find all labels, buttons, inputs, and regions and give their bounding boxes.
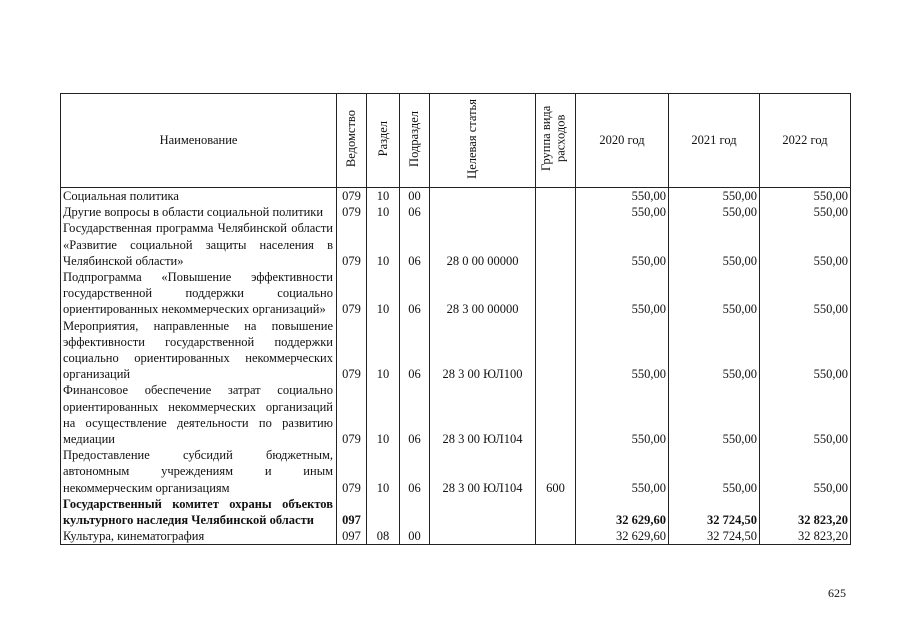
- cell-razdel: 10: [367, 220, 400, 269]
- header-2021: 2021 год: [669, 94, 760, 188]
- cell-tselevaya: [430, 496, 536, 528]
- cell-vedomstvo: 079: [337, 269, 367, 318]
- cell-podrazdel: 00: [400, 528, 430, 545]
- cell-podrazdel: 06: [400, 318, 430, 383]
- header-vedomstvo: Ведомство: [337, 94, 367, 188]
- cell-name: Финансовое обеспечение затрат социально ориентированных некоммерческих организаций на осуществление деятельности по развитию медиации: [61, 382, 337, 447]
- cell-vedomstvo: 079: [337, 220, 367, 269]
- cell-2022: 550,00: [760, 382, 851, 447]
- page-number: 625: [828, 586, 846, 600]
- cell-2022: 550,00: [760, 220, 851, 269]
- cell-tselevaya: [430, 528, 536, 545]
- header-name: Наименование: [61, 94, 337, 188]
- cell-gruppa: [536, 188, 576, 205]
- table-row: [61, 496, 851, 528]
- cell-gruppa: [536, 496, 576, 528]
- cell-gruppa: [536, 382, 576, 447]
- cell-podrazdel: 06: [400, 447, 430, 496]
- cell-2021: 550,00: [669, 447, 760, 496]
- cell-2022: 550,00: [760, 188, 851, 205]
- cell-tselevaya: 28 3 00 ЮЛ104: [430, 447, 536, 496]
- table-row: [61, 318, 851, 383]
- cell-2020: 550,00: [576, 382, 669, 447]
- cell-podrazdel: 06: [400, 269, 430, 318]
- table-row: [61, 528, 851, 545]
- cell-podrazdel: [400, 496, 430, 528]
- cell-2020: 32 629,60: [576, 496, 669, 528]
- cell-name: Предоставление субсидий бюджетным, автономным учреждениям и иным некоммерческим организациям: [61, 447, 337, 496]
- cell-name: Другие вопросы в области социальной политики: [61, 204, 337, 220]
- cell-tselevaya: [430, 204, 536, 220]
- header-razdel: Раздел: [367, 94, 400, 188]
- table-row: [61, 447, 851, 496]
- cell-name: Культура, кинематография: [61, 528, 337, 545]
- cell-vedomstvo: 079: [337, 188, 367, 205]
- cell-tselevaya: 28 3 00 ЮЛ104: [430, 382, 536, 447]
- table-row: [61, 204, 851, 220]
- cell-razdel: 10: [367, 382, 400, 447]
- table-row: [61, 382, 851, 447]
- cell-2020: 550,00: [576, 269, 669, 318]
- cell-name: Подпрограмма «Повышение эффективности государственной поддержки социально ориентированных некоммерческих организаций»: [61, 269, 337, 318]
- cell-razdel: 08: [367, 528, 400, 545]
- cell-razdel: 10: [367, 447, 400, 496]
- cell-2021: 550,00: [669, 382, 760, 447]
- cell-2020: 32 629,60: [576, 528, 669, 545]
- cell-gruppa: [536, 318, 576, 383]
- cell-gruppa: [536, 204, 576, 220]
- cell-gruppa: [536, 528, 576, 545]
- budget-table: [60, 93, 851, 545]
- cell-vedomstvo: 097: [337, 496, 367, 528]
- cell-vedomstvo: 079: [337, 318, 367, 383]
- table-row: [61, 188, 851, 205]
- cell-2022: 550,00: [760, 204, 851, 220]
- cell-tselevaya: 28 0 00 00000: [430, 220, 536, 269]
- cell-razdel: 10: [367, 318, 400, 383]
- cell-name: Государственный комитет охраны объектов культурного наследия Челябинской области: [61, 496, 337, 528]
- cell-2022: 550,00: [760, 447, 851, 496]
- cell-2020: 550,00: [576, 204, 669, 220]
- cell-podrazdel: 06: [400, 204, 430, 220]
- cell-2020: 550,00: [576, 447, 669, 496]
- cell-2021: 550,00: [669, 204, 760, 220]
- table-row: [61, 220, 851, 269]
- cell-name: Государственная программа Челябинской области «Развитие социальной защиты населения в Челябинской области»: [61, 220, 337, 269]
- cell-razdel: [367, 496, 400, 528]
- cell-2022: 550,00: [760, 318, 851, 383]
- cell-vedomstvo: 097: [337, 528, 367, 545]
- cell-gruppa: [536, 220, 576, 269]
- cell-2021: 550,00: [669, 318, 760, 383]
- cell-2020: 550,00: [576, 188, 669, 205]
- cell-podrazdel: 06: [400, 382, 430, 447]
- header-podrazdel: Подраздел: [400, 94, 430, 188]
- header-tselevaya: Целевая статья: [430, 94, 536, 188]
- cell-2022: 32 823,20: [760, 528, 851, 545]
- cell-razdel: 10: [367, 204, 400, 220]
- cell-tselevaya: 28 3 00 00000: [430, 269, 536, 318]
- cell-vedomstvo: 079: [337, 382, 367, 447]
- cell-name: Мероприятия, направленные на повышение эффективности государственной поддержки социально ориентированных некоммерческих организаций: [61, 318, 337, 383]
- cell-name: Социальная политика: [61, 188, 337, 205]
- cell-podrazdel: 00: [400, 188, 430, 205]
- cell-podrazdel: 06: [400, 220, 430, 269]
- header-row: [61, 94, 851, 188]
- cell-2021: 32 724,50: [669, 528, 760, 545]
- header-2020: 2020 год: [576, 94, 669, 188]
- cell-2022: 550,00: [760, 269, 851, 318]
- cell-2021: 550,00: [669, 269, 760, 318]
- cell-tselevaya: [430, 188, 536, 205]
- cell-2021: 32 724,50: [669, 496, 760, 528]
- header-2022: 2022 год: [760, 94, 851, 188]
- header-gruppa: Группа вида расходов: [536, 94, 576, 188]
- cell-razdel: 10: [367, 188, 400, 205]
- cell-gruppa: 600: [536, 447, 576, 496]
- cell-2021: 550,00: [669, 188, 760, 205]
- cell-2020: 550,00: [576, 220, 669, 269]
- table-row: [61, 269, 851, 318]
- cell-gruppa: [536, 269, 576, 318]
- cell-razdel: 10: [367, 269, 400, 318]
- cell-2022: 32 823,20: [760, 496, 851, 528]
- cell-tselevaya: 28 3 00 ЮЛ100: [430, 318, 536, 383]
- cell-2021: 550,00: [669, 220, 760, 269]
- cell-2020: 550,00: [576, 318, 669, 383]
- cell-vedomstvo: 079: [337, 204, 367, 220]
- cell-vedomstvo: 079: [337, 447, 367, 496]
